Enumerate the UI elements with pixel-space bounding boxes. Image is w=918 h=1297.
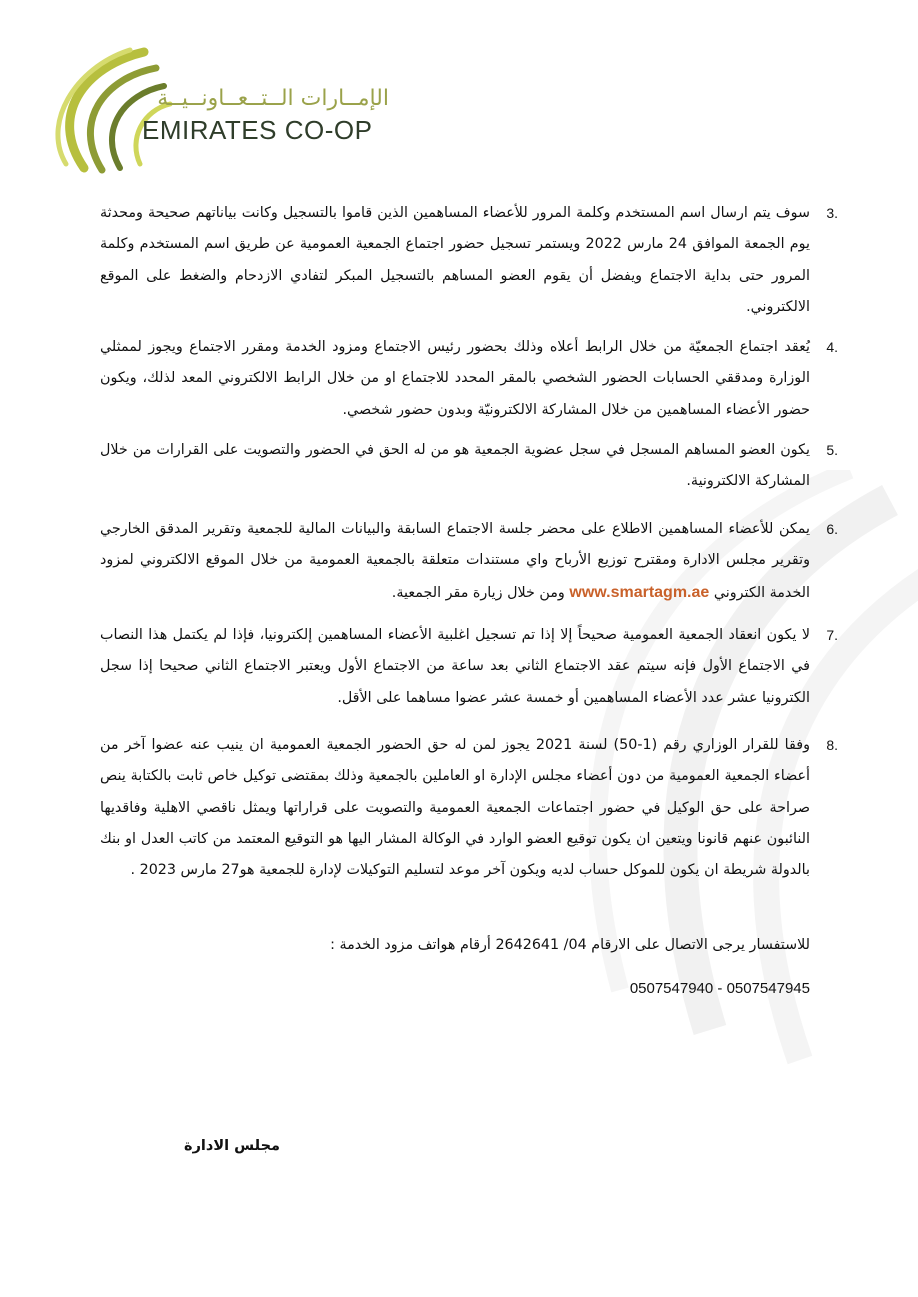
list-item bbox=[100, 620, 838, 714]
signature-board-of-directors: مجلس الادارة bbox=[184, 1138, 280, 1154]
emirates-coop-logo bbox=[44, 46, 389, 176]
item-text: يكون العضو المساهم المسجل في سجل عضوية الجمعية هو من له الحق في الحضور والتصويت على القرارات من خلال المشاركة الالكترونية. bbox=[100, 442, 810, 490]
logo-english-name: EMIRATES CO-OP bbox=[142, 115, 373, 145]
item-text: يمكن للأعضاء المساهمين الاطلاع على محضر جلسة الاجتماع السابقة والبيانات المالية للجمعية وتقرير المدقق الخارجي وتقرير مجلس الادارة ومقترح توزيع الأرباح واي مستندات متعلقة بالجمعية العمومية من خلال الموقع الالكتروني لمزود الخدمة الكتروني bbox=[100, 521, 810, 601]
list-item bbox=[100, 435, 838, 498]
item-text: وفقا للقرار الوزاري رقم (1-50) لسنة 2021 يجوز لمن له حق الحضور الجمعية العمومية ان ينيب عنه عضوا آخر من أعضاء الجمعية العمومية من دون أعضاء مجلس الإدارة او العاملين بالجمعية وذلك بمقتضى توكيل خاص ثابت بالكتابة ينص صراحة على حق الوكيل في حضور اجتماعات الجمعية العمومية والتصويت على قراراتها ويمثل ناقصي الاهلية وفاقديها النائبون عنهم قانونا ويتعين ان يكون توقيع العضو الوارد في الوكالة المشار اليها هو التوقيع المعتمد من كاتب العدل او بنك بالدولة شريطة ان يكون للموكل حساب لديه ويكون آخر موعد لتسليم التوكيلات لإدارة للجمعية هو27 مارس 2023 . bbox=[100, 737, 810, 879]
item-text: يُعقد اجتماع الجمعيّة من خلال الرابط أعلاه وذلك بحضور رئيس الاجتماع ومزود الخدمة ومقرر الاجتماع ويجوز لممثلي الوزارة ومدققي الحسابات الحضور الشخصي بالمقر المحدد للاجتماع او من خلال الرابط الالكتروني المعد لذلك، ويكون حضور الأعضاء المساهمين من خلال المشاركة الالكترونيّة وبدون حضور شخصي. bbox=[100, 339, 810, 418]
item-number: 4. bbox=[826, 339, 838, 355]
item-number: 3. bbox=[826, 205, 838, 221]
item-text-continued: ومن خلال زيارة مقر الجمعية. bbox=[391, 584, 565, 601]
contact-line: للاستفسار يرجى الاتصال على الارقام 04/ 2642641 أرقام هواتف مزود الخدمة : bbox=[330, 937, 810, 953]
list-item bbox=[100, 198, 838, 323]
logo-arabic-name: الإمــارات الــتــعــاونــيــة bbox=[157, 86, 389, 111]
phone-numbers: 0507547940 - 0507547945 bbox=[629, 980, 810, 997]
list-item bbox=[100, 514, 838, 609]
item-number: 6. bbox=[826, 521, 838, 537]
logo-swirl-icon bbox=[44, 46, 174, 176]
item-number: 7. bbox=[826, 627, 838, 643]
item-text: سوف يتم ارسال اسم المستخدم وكلمة المرور للأعضاء المساهمين الذين قاموا بالتسجيل وكانت بياناتهم صحيحة ومحدثة يوم الجمعة الموافق 24 مارس 2022 ويستمر تسجيل حضور اجتماع الجمعية العمومية عن طريق اسم المستخدم وكلمة المرور حتى بداية الاجتماع ويفضل أن يقوم العضو المساهم بالتسجيل المبكر لتفادي الازدحام والضغط على الموقع الالكتروني. bbox=[100, 205, 810, 315]
item-number: 8. bbox=[826, 737, 838, 753]
service-provider-link[interactable]: www.smartagm.ae bbox=[569, 583, 710, 601]
list-item bbox=[100, 730, 838, 886]
item-number: 5. bbox=[826, 442, 838, 458]
list-item bbox=[100, 332, 838, 426]
item-text: لا يكون انعقاد الجمعية العمومية صحيحاً إلا إذا تم تسجيل اغلبية الأعضاء المساهمين إلكترونيا، فإذا لم يكتمل هذا النصاب في الاجتماع الأول فإنه سيتم عقد الاجتماع الثاني بعد ساعة من الاجتماع الأول ويعتبر الاجتماع الثاني صحيحا إذا سجل الكترونيا عشر عدد الأعضاء المساهمين أو خمسة عشر عضوا مساهما على الأقل. bbox=[100, 627, 810, 706]
